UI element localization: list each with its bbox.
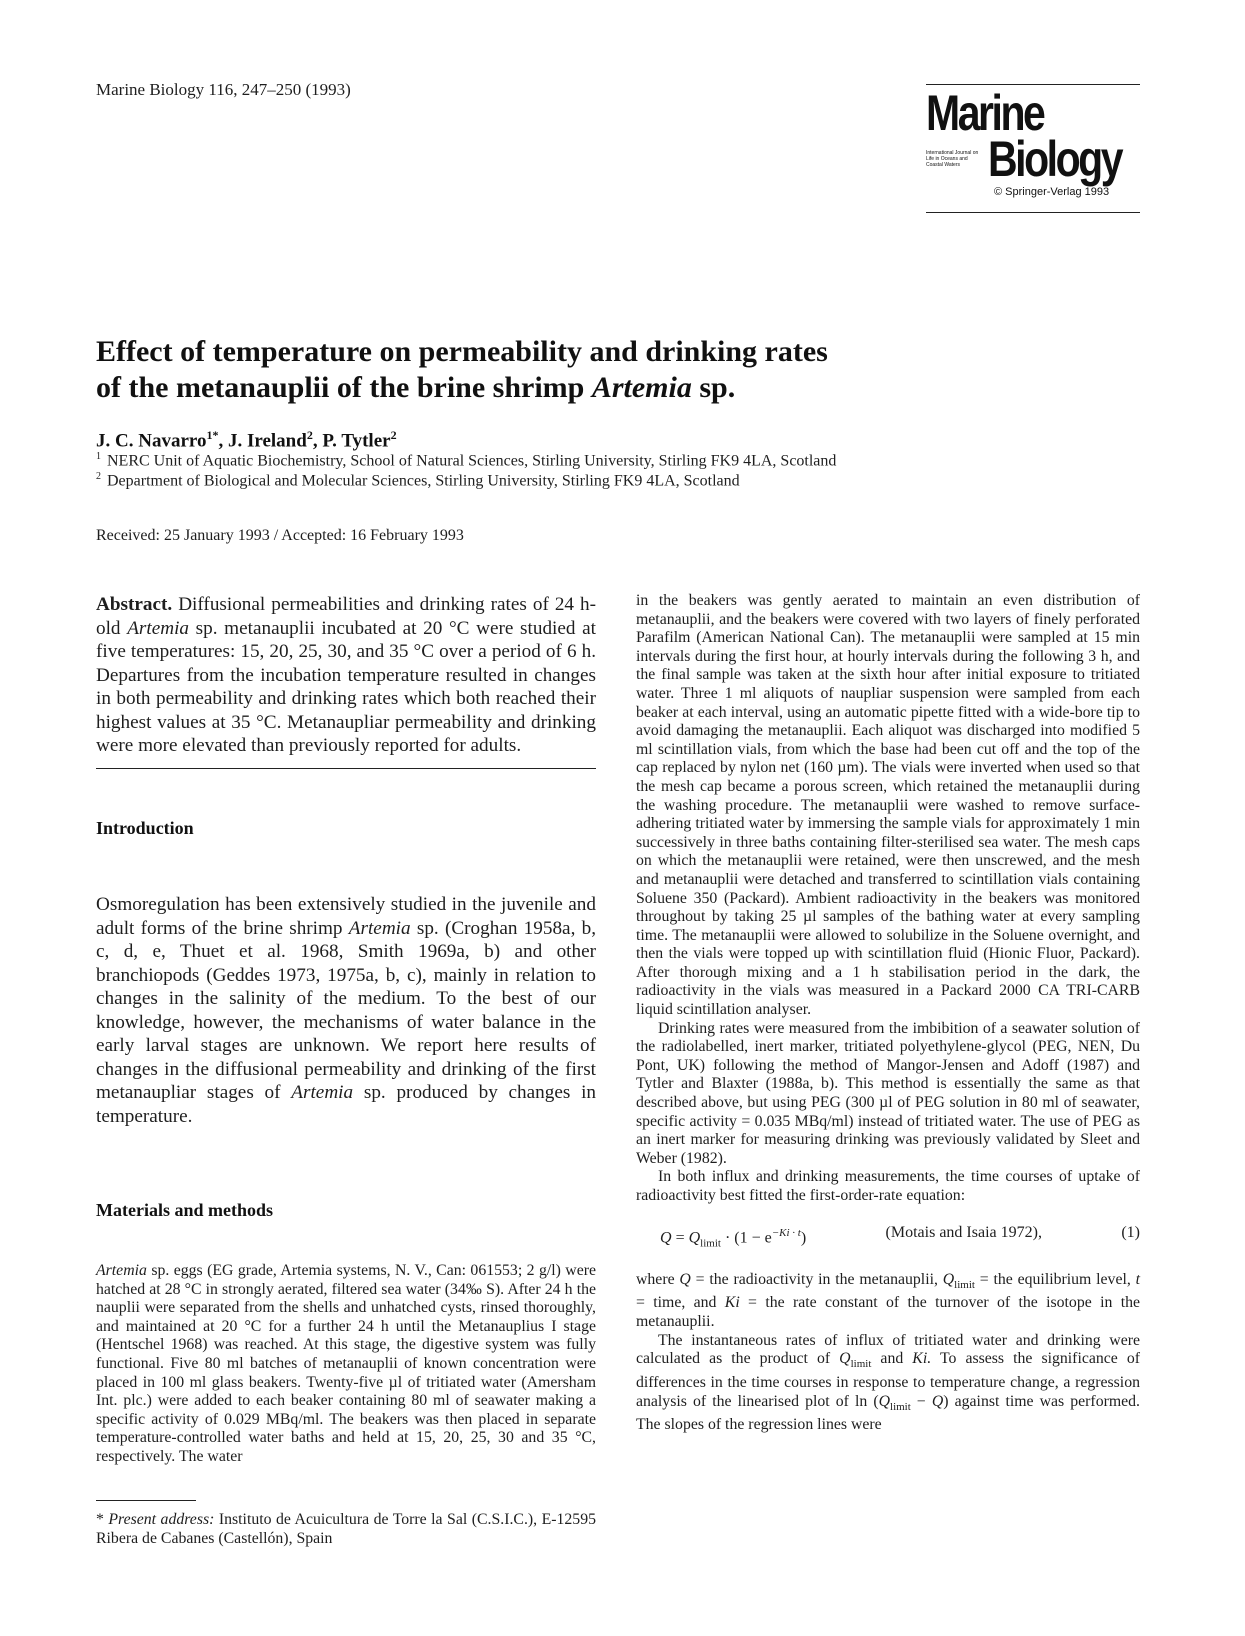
title-line-1: Effect of temperature on permeability and drinking rates [96, 335, 828, 368]
author-affiliation-mark: 1* [206, 428, 219, 442]
author-affiliation-mark: 2 [306, 428, 313, 442]
eq-qlim: Q [688, 1228, 701, 1246]
text: To assess the significance of differences in the time courses in response to temperature change, a regression analysis of the linearised plot of ln ( [636, 1350, 1140, 1410]
text: = the radioactivity in the metanauplii, [690, 1270, 943, 1288]
eq-q: Q [660, 1228, 672, 1246]
journal-logo-tagline: International Journal on Life in Oceans and Coastal Waters [926, 150, 979, 168]
equation-formula [660, 1224, 806, 1253]
article-title [96, 334, 1146, 406]
copyright-notice: © Springer-Verlag 1993 [994, 186, 1110, 198]
methods-text: sp. eggs (EG grade, Artemia systems, N. V., Can: 061553; 2 g/l) were hatched at 28 °C in strongly aerated, filtered sea water (34‰ S). After 24 h the nauplii were separated from the shells and unhatched cysts, rinsed thoroughly, and maintained at 20 °C for a further 24 h until the Metanauplius I stage (Hentschel 1968) was reached. At this stage, the digestive system was fully functional. Five 80 ml batches of metanauplii of known concentration were placed in 100 ml glass beakers. Twenty-five µl of tritiated water (Amersham Int. plc.) were added to each beaker containing 80 ml of seawater making a specific activity of 0.029 MBq/ml. The beakers was then placed in separate temperature-controlled water baths and held at 15, 20, 25, 30 and 35 °C, respectively. The water [96, 1262, 596, 1465]
methods-genus: Artemia [96, 1262, 147, 1279]
var-ki: Ki. [912, 1350, 932, 1368]
eq-mid: · (1 − e [720, 1228, 772, 1246]
paragraph: In both influx and drinking measurements, the time courses of uptake of radioactivity best fitted the first-order-rate equation: [636, 1168, 1140, 1204]
logo-rule-bottom [926, 212, 1140, 213]
affiliation-number: 2 [96, 471, 101, 482]
footnote [96, 1510, 596, 1548]
author-name: P. Tytler [322, 430, 391, 452]
abstract-genus: Artemia [127, 617, 190, 639]
sub-limit: limit [850, 1358, 872, 1371]
text: = time, and [636, 1294, 725, 1312]
abstract-label: Abstract. [96, 594, 173, 615]
text: where [636, 1270, 680, 1288]
received-dates: Received: 25 January 1993 / Accepted: 16 February 1993 [96, 527, 464, 544]
abstract-divider [96, 768, 596, 769]
paragraph: Drinking rates were measured from the imbibition of a seawater solution of the radiolabelled, inert marker, tritiated polyethylene-glycol (PEG, NEN, Du Pont, UK) following the method of Mangor-Jensen and Adoff (1987) and Tytler and Blaxter (1988a, b). This method is essentially the same as that described above, but using PEG (300 µl of PEG solution in 80 ml of seawater, specific activity = 0.035 MBq/ml) instead of tritiated water. The use of PEG as an inert marker for measuring drinking was previously validated by Sleet and Weber (1982). [636, 1019, 1140, 1167]
sub-limit: limit [890, 1400, 911, 1413]
equation-1 [636, 1224, 1140, 1253]
affiliation-2 [96, 467, 740, 491]
affiliation-text: Department of Biological and Molecular Sciences, Stirling University, Stirling FK9 4LA, Scotland [107, 472, 740, 490]
footnote-label: Present address: [108, 1511, 215, 1528]
author-name: J. C. Navarro [96, 430, 207, 452]
journal-logo-marine: Marine [926, 85, 1044, 141]
abstract-text: Diffusional permeabilities and drinking rates of 24 h-old [96, 594, 596, 639]
methods-body [96, 1262, 596, 1467]
intro-genus: Artemia [348, 917, 411, 939]
text: − [910, 1392, 932, 1410]
text: = the equilibrium level, [974, 1270, 1136, 1288]
title-line-2-end: sp. [691, 371, 736, 404]
text: and [871, 1350, 913, 1368]
text: = the rate constant of the turnover of the isotope in the metanauplii. [636, 1294, 1141, 1331]
journal-citation: Marine Biology 116, 247–250 (1993) [96, 80, 351, 99]
author-list: J. C. Navarro$^{1*}$, J. Ireland$^2$, P. Tytler$^2$ [96, 428, 397, 452]
intro-text: sp. (Croghan 1958a, b, c, d, e, Thuet et al. 1968, Smith 1969a, b) and other branchiopods (Geddes 1973, 1975a, b, c), mainly in relation to changes in the salinity of the medium. To the best of our knowledge, however, the mechanisms of water balance in the early larval stages are unknown. We report here results of changes in the diffusional permeability and drinking of the first metanaupliar stages of [96, 917, 597, 1103]
text: ) against time was performed. The slopes of the regression lines were [636, 1392, 1140, 1434]
author-name: J. Ireland [227, 430, 307, 452]
var-t: t [1135, 1270, 1141, 1288]
intro-genus: Artemia [291, 1082, 354, 1103]
text: The instantaneous rates of influx of tritiated water and drinking were calculated as the product of [636, 1331, 1140, 1368]
eq-sign: = [671, 1228, 689, 1246]
footnote-rule [96, 1500, 196, 1501]
paragraph [636, 1332, 1140, 1435]
sub-limit: limit [954, 1278, 975, 1291]
paragraph [636, 1271, 1140, 1332]
author-affiliation-mark: 2 [390, 428, 397, 442]
introduction-heading: Introduction [96, 818, 194, 838]
journal-logo-biology: Biology [988, 131, 1122, 187]
var-q: Q [931, 1392, 944, 1410]
var-ki: Ki [724, 1294, 740, 1312]
intro-text: Osmoregulation has been extensively studied in the juvenile and adult forms of the brine shrimp [96, 894, 596, 939]
eq-sub: limit [700, 1237, 721, 1250]
paragraph: in the beakers was gently aerated to maintain an even distribution of metanauplii, and the beakers were covered with two layers of finely perforated Parafilm (American National Can). The metanauplii were sampled at 15 min intervals during the first hour, at hourly intervals during the following 3 h, and the final sample was taken at the sixth hour after initial exposure to tritiated water. Three 1 ml aliquots of naupliar suspension were sampled from each beaker at each interval, using an automatic pipette fitted with a wide-bore tip to avoid damaging the metanauplii. Each aliquot was discharged into modified 5 ml scintillation vials, from which the base had been cut off and the top of the cap replaced by nylon net (160 µm). The vials were inverted when used so that the mesh cap became a porous screen, which retained the metanauplii during the washing procedure. The metanauplii were washed to remove surface-adhering tritiated water by immersing the sample vials for approximately 1 min successively in three baths containing filter-sterilised sea water. The mesh caps on which the metanauplii were retained, were then unscrewed, and the mesh and metanauplii were detached and transferred to scintillation vials containing Soluene 350 (Packard). Ambient radioactivity in the beakers was monitored throughout by taking 25 µl samples of the bathing water at every sampling time. The metanauplii were allowed to solubilize in the Soluene overnight, and then the vials were topped up with scintillation fluid (Hionic Fluor, Packard). After thorough mixing and a 1 h stabilisation period in the dark, the radioactivity in the vials was measured in a Packard 2000 CA TRI-CARB liquid scintillation analyser. [636, 592, 1140, 1019]
var-qlim: Q [942, 1270, 955, 1288]
methods-heading: Materials and methods [96, 1200, 273, 1220]
title-line-2 [96, 370, 1146, 406]
right-column-body [636, 592, 1140, 1435]
title-genus: Artemia [591, 371, 692, 404]
footnote-mark: * [96, 1511, 109, 1528]
eq-exponent: −Ki · t [771, 1226, 801, 1239]
affiliation-number: 1 [96, 451, 101, 462]
equation-reference: (Motais and Isaia 1972), [885, 1223, 1042, 1241]
equation-number: (1) [1121, 1223, 1140, 1241]
eq-close: ) [800, 1228, 807, 1246]
footnote-text: Instituto de Acuicultura de Torre la Sal (C.S.I.C.), E-12595 Ribera de Cabanes (Castellón), Spain [96, 1511, 596, 1547]
abstract-text: sp. metanauplii incubated at 20 °C were studied at five temperatures: 15, 20, 25, 30, and 35 °C over a period of 6 h. Departures from the incubation temperature resulted in changes in both permeability and drinking rates which both reached their highest values at 35 °C. Metanaupliar permeability and drinking were more elevated than previously reported for adults. [96, 617, 596, 756]
title-line-2-text: of the metanauplii of the brine shrimp [96, 371, 592, 404]
var-q: Q [679, 1270, 691, 1288]
introduction-body [96, 893, 596, 1128]
affiliation-text: NERC Unit of Aquatic Biochemistry, School of Natural Sciences, Stirling University, Stirling FK9 4LA, Scotland [107, 452, 837, 470]
abstract [96, 593, 596, 758]
intro-text: sp. produced by changes in temperature. [96, 1082, 596, 1127]
var-qlim: Q [839, 1350, 851, 1368]
var-qlim: Q [878, 1392, 891, 1410]
